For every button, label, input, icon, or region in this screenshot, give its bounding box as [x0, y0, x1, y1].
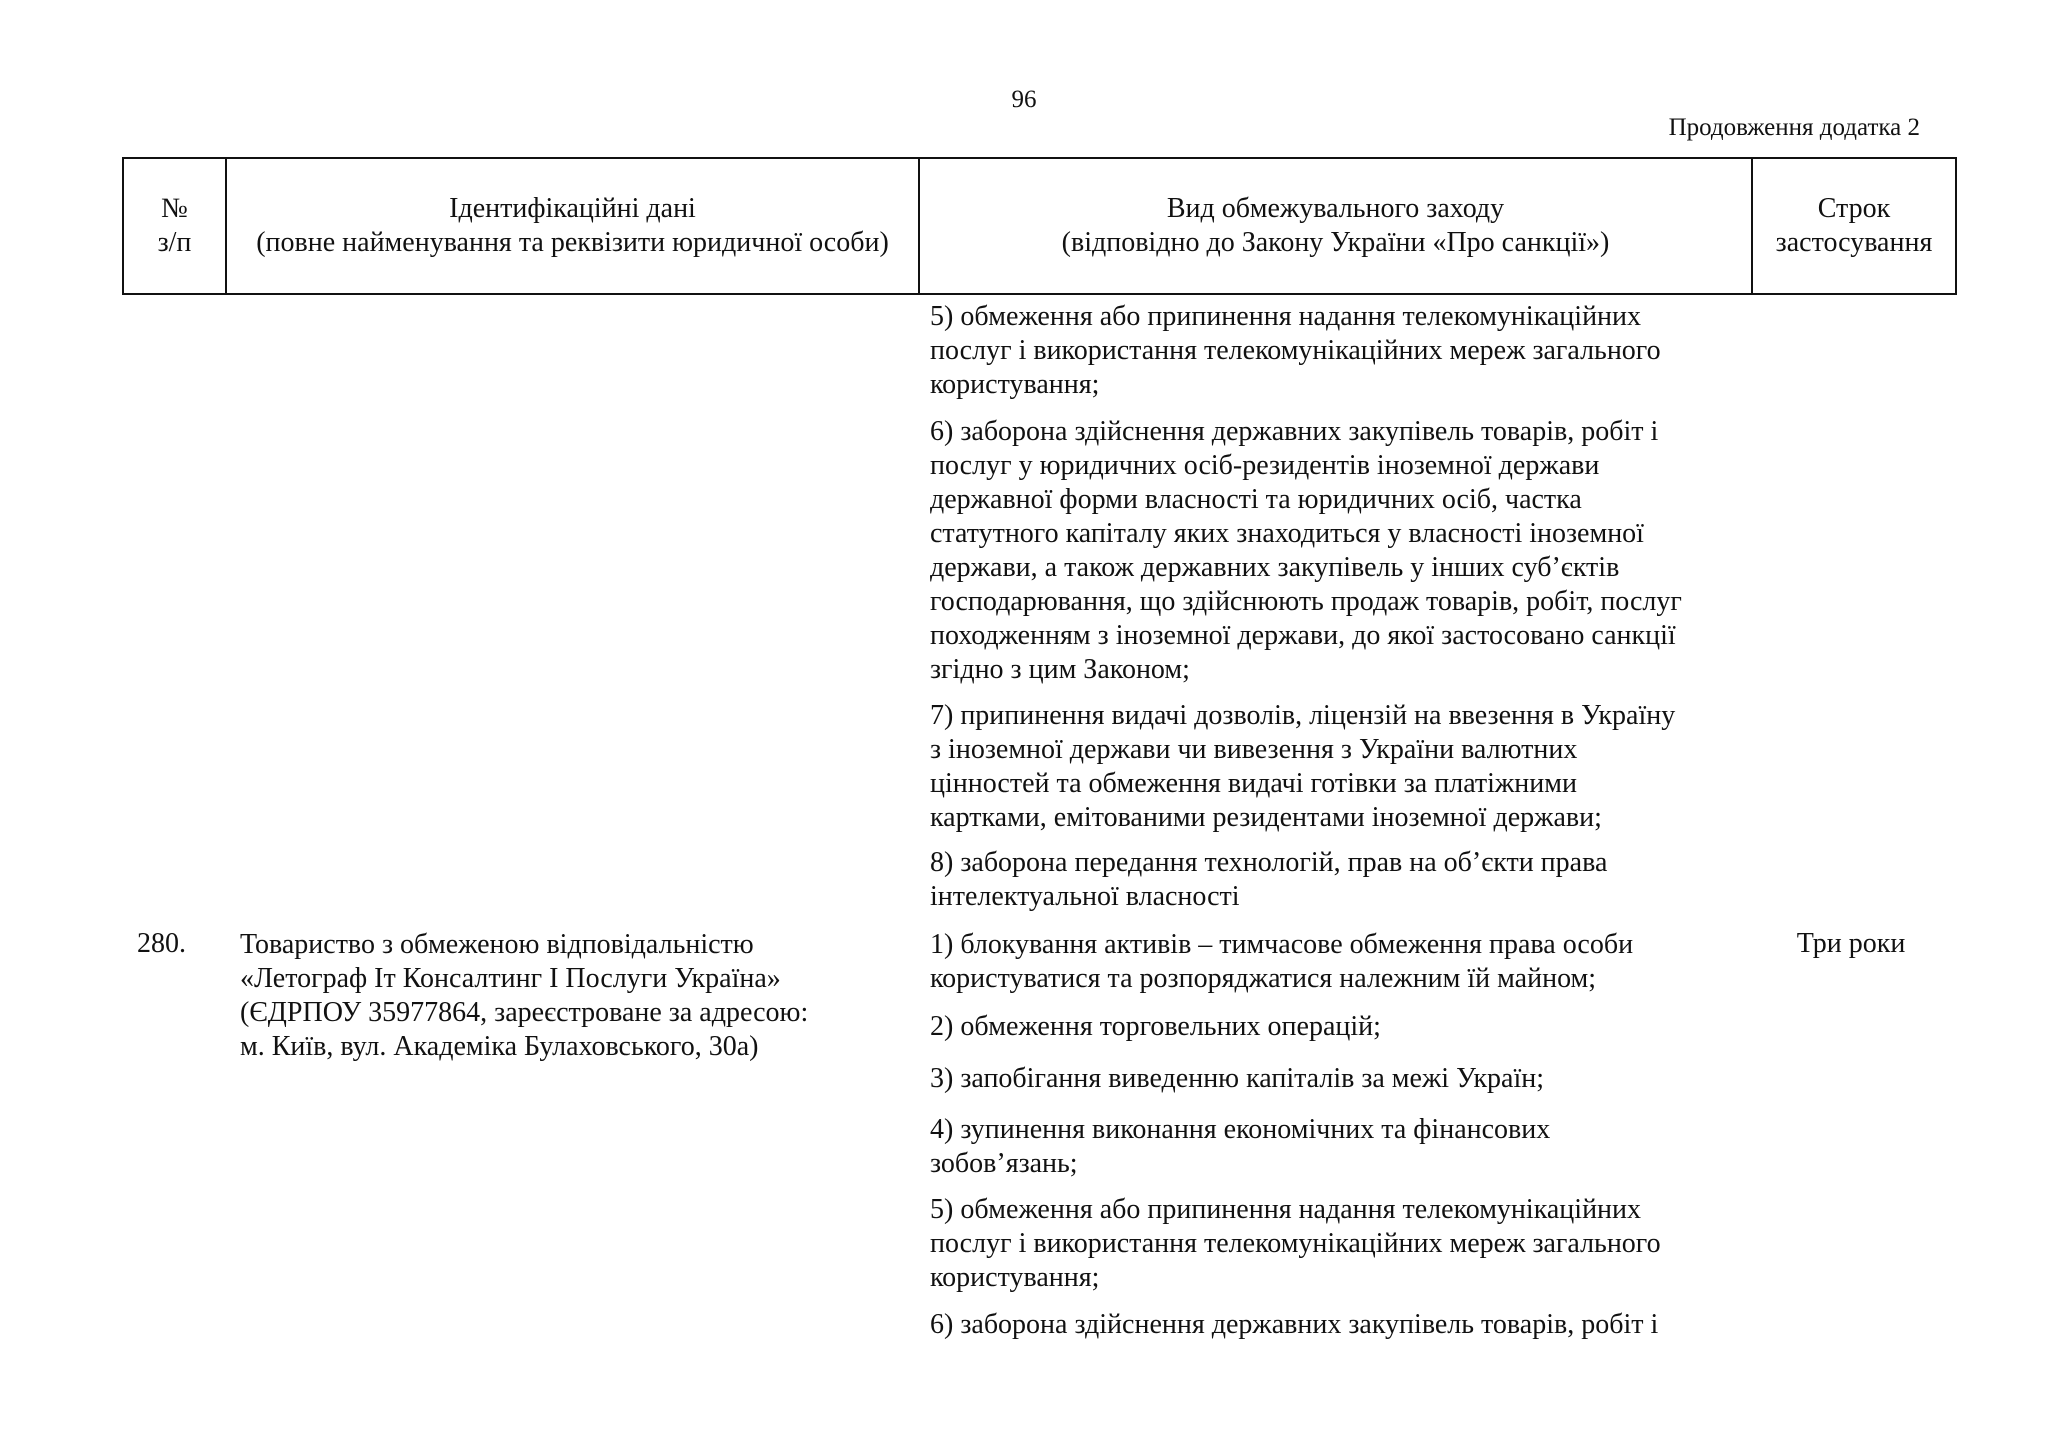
- continued-measure-line: державної форми власності та юридичних осіб, частка: [930, 484, 1582, 515]
- entry-identification-line: (ЄДРПОУ 35977864, зареєстроване за адресою:: [240, 997, 809, 1028]
- continued-measure-line: 5) обмеження або припинення надання телекомунікаційних: [930, 301, 1642, 332]
- page-number: 96: [1011, 86, 1037, 113]
- continued-measure: [930, 300, 1661, 402]
- entry-identification-line: «Летограф Іт Консалтинг І Послуги Україна»: [240, 963, 781, 994]
- continued-measure-line: послуг і використання телекомунікаційних мереж загального: [930, 335, 1661, 366]
- header-number-line: №: [161, 193, 188, 224]
- entry-measure-line: зобов’язань;: [930, 1148, 1078, 1179]
- entry-identification-line: Товариство з обмеженою відповідальністю: [240, 929, 754, 960]
- continued-measure-line: цінностей та обмеження видачі готівки за платіжними: [930, 768, 1577, 799]
- entry-number: 280.: [137, 928, 186, 959]
- header-term-cell: [1752, 158, 1956, 294]
- entry-measure-line: 5) обмеження або припинення надання телекомунікаційних: [930, 1194, 1642, 1225]
- continued-measure-line: походженням з іноземної держави, до якої застосовано санкції: [930, 620, 1676, 651]
- entry-identification-line: м. Київ, вул. Академіка Булаховського, 30а): [240, 1031, 759, 1062]
- entry-measure-line: 4) зупинення виконання економічних та фінансових: [930, 1114, 1551, 1145]
- header-measure-cell: [919, 158, 1752, 294]
- continued-measure-line: інтелектуальної власності: [930, 881, 1240, 912]
- entry-measure: [930, 1193, 1661, 1295]
- header-term-line: застосування: [1775, 227, 1933, 258]
- continued-measure: [930, 415, 1682, 687]
- continued-measure-line: господарювання, що здійснюють продаж товарів, робіт, послуг: [930, 586, 1682, 617]
- continued-measure-line: держави, а також державних закупівель у інших суб’єктів: [930, 552, 1620, 583]
- continued-measure-line: 7) припинення видачі дозволів, ліцензій на ввезення в Україну: [930, 700, 1676, 731]
- header-identification-cell: [226, 158, 919, 294]
- entry-measure: [930, 1010, 1381, 1044]
- entry-measure-line: 6) заборона здійснення державних закупівель товарів, робіт і: [930, 1309, 1659, 1340]
- continued-measure-line: 8) заборона передання технологій, прав на об’єкти права: [930, 847, 1608, 878]
- entry-measure-line: користування;: [930, 1262, 1100, 1293]
- continued-measure-line: картками, емітованими резидентами іноземної держави;: [930, 802, 1602, 833]
- header-identification-line: (повне найменування та реквізити юридичної особи): [256, 227, 889, 258]
- entry-measure: [930, 1062, 1544, 1096]
- continued-measure-line: послуг у юридичних осіб-резидентів іноземної держави: [930, 450, 1600, 481]
- continued-measure: [930, 699, 1675, 835]
- header-number-cell: [123, 158, 226, 294]
- header-identification-line: Ідентифікаційні дані: [449, 193, 696, 224]
- header-term-line: Строк: [1817, 193, 1891, 224]
- entry-measure-line: 3) запобігання виведенню капіталів за межі Україн;: [930, 1063, 1545, 1094]
- continued-measure-line: 6) заборона здійснення державних закупівель товарів, робіт і: [930, 416, 1659, 447]
- continued-measure: [930, 846, 1607, 914]
- continued-measure-line: згідно з цим Законом;: [930, 654, 1190, 685]
- entry-measure: [930, 1113, 1550, 1181]
- continuation-label: Продовження додатка 2: [1668, 114, 1920, 141]
- entry-term: Три роки: [1796, 928, 1906, 959]
- header-number-line: з/п: [157, 227, 192, 258]
- header-measure-line: (відповідно до Закону України «Про санкції»): [1061, 227, 1610, 258]
- continued-measure-line: статутного капіталу яких знаходиться у власності іноземної: [930, 518, 1644, 549]
- entry-measure-line: користуватися та розпоряджатися належним їй майном;: [930, 963, 1597, 994]
- continued-measure-line: з іноземної держави чи вивезення з України валютних: [930, 734, 1578, 765]
- continued-measure-line: користування;: [930, 369, 1100, 400]
- table-header: [122, 157, 1957, 295]
- entry-measure: [930, 928, 1633, 996]
- entry-identification: [240, 928, 808, 1064]
- entry-measure-line: послуг і використання телекомунікаційних мереж загального: [930, 1228, 1661, 1259]
- entry-measure-line: 2) обмеження торговельних операцій;: [930, 1011, 1381, 1042]
- entry-measure: [930, 1308, 1658, 1342]
- entry-measure-line: 1) блокування активів – тимчасове обмеження права особи: [930, 929, 1634, 960]
- header-measure-line: Вид обмежувального заходу: [1166, 193, 1505, 224]
